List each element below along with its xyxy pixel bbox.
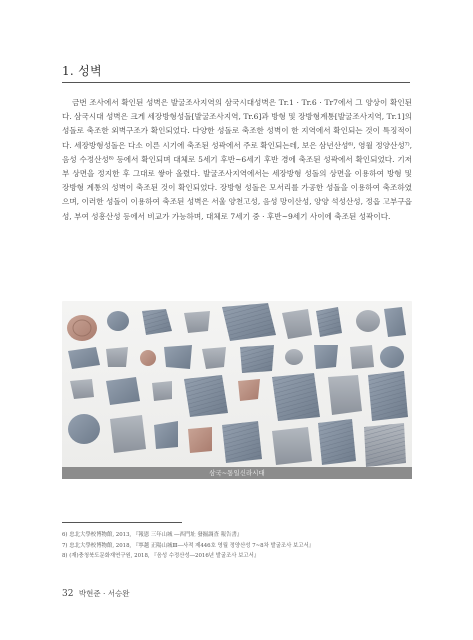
body-text [62,96,412,224]
footnote: 6) 忠北大學校博物館, 2013, 『報恩 三年山城 ―西門址 發掘調査 報告書』 [62,532,243,538]
body-paragraph: 금번 조사에서 확인된 성벽은 발굴조사지역의 삼국시대성벽은 Tr.1 · Tr.6 · Tr7에서 그 양상이 확인된다. 삼국시대 성벽은 크게 세장방형성돌[발굴조사지역, Tr.6]과 방형 및 장방형계통[발굴조사지역, Tr.1]의 성돌로 축조한 외벽구조가 확인되었다. 다양한 성돌로 축조한 성벽이 한 지역에서 확인되는 것이 특징적이다. 세장방형성돌은 다소 이른 시기에 축조된 성곽에서 주로 확인되는데, 보은 삼년산성⁶⁾, 영월 정양산성⁷⁾, 음성 수정산성⁸⁾ 등에서 확인되며 대체로 5세기 후반~6세기 후반 경에 축조된 성곽에서 확인되었다. 기저부 상면을 정지한 후 그대로 쌓아 올렸다. 발굴조사지역에서는 세장방형 성돌의 상면을 이용하여 방형 및 장방형 계통의 성벽이 축조된 것이 확인되었다. 장방형 성돌은 모서리를 가공한 성돌을 이용하여 축조하였으며, 이러한 성돌이 이용하여 축조된 성벽은 서울 양천고성, 음성 망이산성, 양양 석성산성, 정읍 고부구읍성, 부여 성흥산성 등에서 비교가 가능하며, 대체로 7세기 중 · 후반~9세기 사이에 축조된 성곽이다. [62,98,412,221]
heading-rule [62,82,410,83]
pottery-sherds-illustration [62,301,412,472]
page-folio [62,588,129,599]
page-number: 32 [62,589,74,599]
footnote: 7) 忠北大學校博物館, 2018, 『寧越 正陽山城Ⅲ―사적 제446호 영월 정양산성 7~8차 발굴조사 보고서』 [62,542,315,549]
footnote: 8) (재)충청북도문화재연구원, 2018, 『음성 수정산성―2016년 발굴조사 보고서』 [62,553,260,559]
section-heading: 1. 성벽 [62,64,102,78]
footnote-rule [62,522,182,523]
figure-caption: 삼국~통일신라시대 [62,467,412,479]
footnotes [62,530,412,562]
author-names: 박현준 · 서승완 [78,589,130,598]
figure-photo [62,301,412,472]
